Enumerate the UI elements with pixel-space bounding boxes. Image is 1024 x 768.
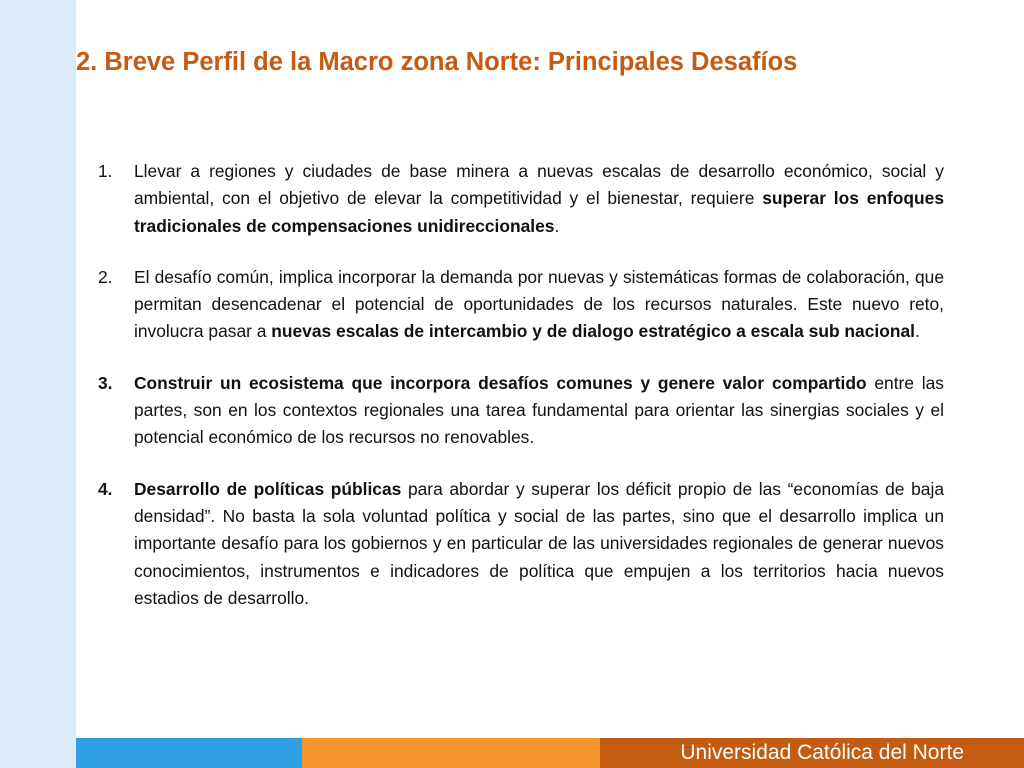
item-text: para abordar y superar los déficit propio de las “economías de baja densidad”. No basta la sola voluntad política y social de las partes, sino que el desarrollo implica un importante desafío para los gobiernos y en particular de las universidades regionales de generar nuevos conocimientos, instrumentos e indicadores de política que empujen a los territorios hacia nuevos estadios de desarrollo. bbox=[134, 478, 944, 608]
side-strip bbox=[0, 0, 76, 738]
item-bold-text: nuevas escalas de intercambio y de dialogo estratégico a escala sub nacional bbox=[271, 321, 915, 342]
list-item-1 bbox=[98, 158, 944, 240]
item-text: entre las partes, son en los contextos regionales una tarea fundamental para orientar las sinergias sociales y el potencial económico de los recursos no renovables. bbox=[134, 372, 944, 448]
item-text: Llevar a regiones y ciudades de base minera a nuevas escalas de desarrollo económico, social y ambiental, con el objetivo de elevar la competitividad y el bienestar, requiere bbox=[134, 161, 944, 209]
item-text: El desafío común, implica incorporar la demanda por nuevas y sistemáticas formas de colaboración, que permitan desencadenar el potencial de oportunidades de los recursos naturales. Este nuevo reto, involucra pasar a bbox=[134, 266, 944, 342]
item-text-end: . bbox=[914, 321, 920, 342]
footer-segment-blue bbox=[76, 738, 302, 768]
item-number: 4. bbox=[98, 478, 113, 499]
item-number: 2. bbox=[98, 266, 113, 287]
item-bold-text: Desarrollo de políticas públicas bbox=[134, 478, 402, 499]
list-item-4 bbox=[98, 476, 944, 612]
slide-title: 2. Breve Perfil de la Macro zona Norte: Principales Desafíos bbox=[76, 48, 798, 76]
list-item-3 bbox=[98, 370, 944, 452]
item-bold-text: superar los enfoques tradicionales de compensaciones unidireccionales bbox=[134, 188, 945, 236]
item-number: 1. bbox=[98, 161, 113, 181]
item-text-end: . bbox=[554, 215, 560, 236]
list-item-2 bbox=[98, 264, 944, 346]
footer-bar bbox=[0, 738, 1024, 768]
footer-segment-orange bbox=[302, 738, 600, 768]
challenges-list bbox=[98, 158, 944, 636]
footer-segment-light bbox=[0, 738, 76, 768]
item-bold-text: Construir un ecosistema que incorpora desafíos comunes y genere valor compartido bbox=[134, 372, 867, 393]
item-number: 3. bbox=[98, 372, 113, 393]
footer-institution-name: Universidad Católica del Norte bbox=[680, 741, 964, 764]
